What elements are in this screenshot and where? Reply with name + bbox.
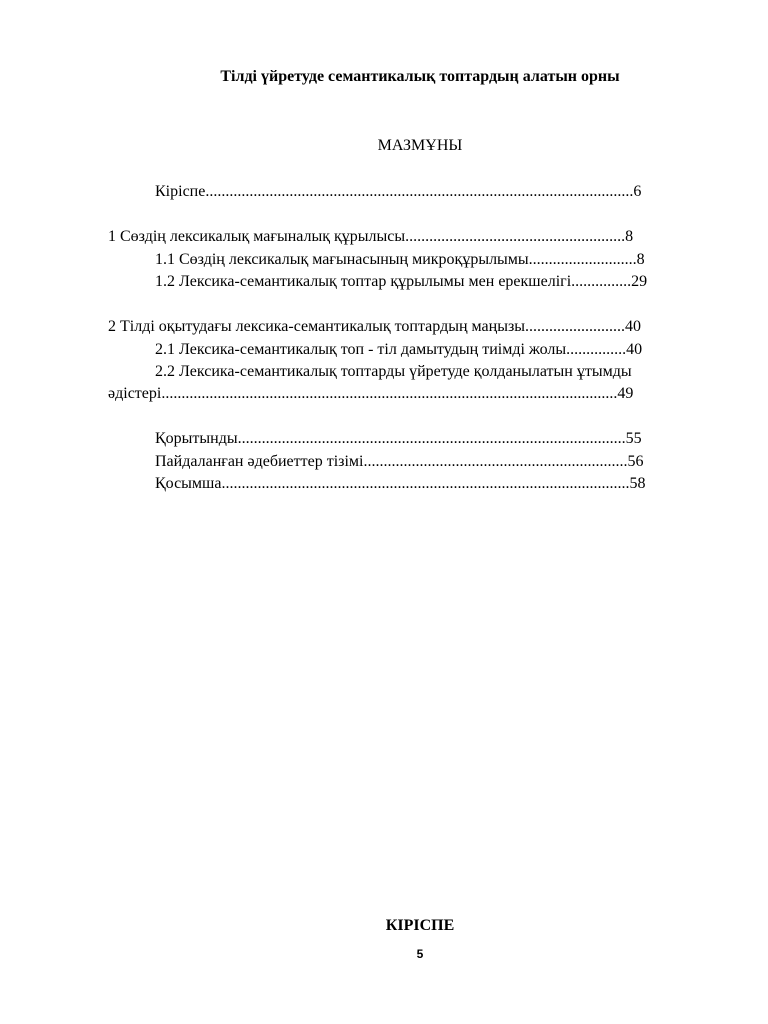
toc-entry-appendix: Қосымша......................................................................................................58 [155, 475, 646, 492]
toc-entry-conclusion: Қорытынды.................................................................................................55 [155, 430, 642, 447]
toc-entry-2-2-line-2: әдістері..................................................................................................................49 [108, 385, 634, 402]
toc-entry-2-1: 2.1 Лексика-семантикалық топ - тіл дамытудың тиімді жолы...............40 [155, 341, 643, 358]
toc-entry-intro: Кіріспе...........................................................................................................6 [155, 183, 642, 200]
toc-entry-1-1: 1.1 Сөздің лексикалық мағынасының микроқұрылымы...........................8 [155, 251, 645, 268]
toc-entry-1-2: 1.2 Лексика-семантикалық топтар құрылымы мен ерекшелігі...............29 [155, 273, 648, 290]
toc-entry-chapter-2: 2 Тілді оқытудағы лексика-семантикалық топтардың маңызы.........................40 [108, 318, 642, 335]
toc-entry-references: Пайдаланған әдебиеттер тізімі..................................................................56 [155, 453, 644, 470]
toc-entry-2-2-line-1: 2.2 Лексика-семантикалық топтарды үйретуде қолданылатын ұтымды [155, 363, 632, 380]
page-number: 5 [416, 947, 424, 961]
toc-entry-chapter-1: 1 Сөздің лексикалық мағыналық құрылысы.......................................................8 [108, 228, 634, 245]
toc-heading: МАЗМҰНЫ [377, 137, 463, 154]
document-title: Тілді үйретуде семантикалық топтардың алатын орны [220, 68, 620, 85]
intro-heading: КІРІСПЕ [385, 917, 455, 934]
